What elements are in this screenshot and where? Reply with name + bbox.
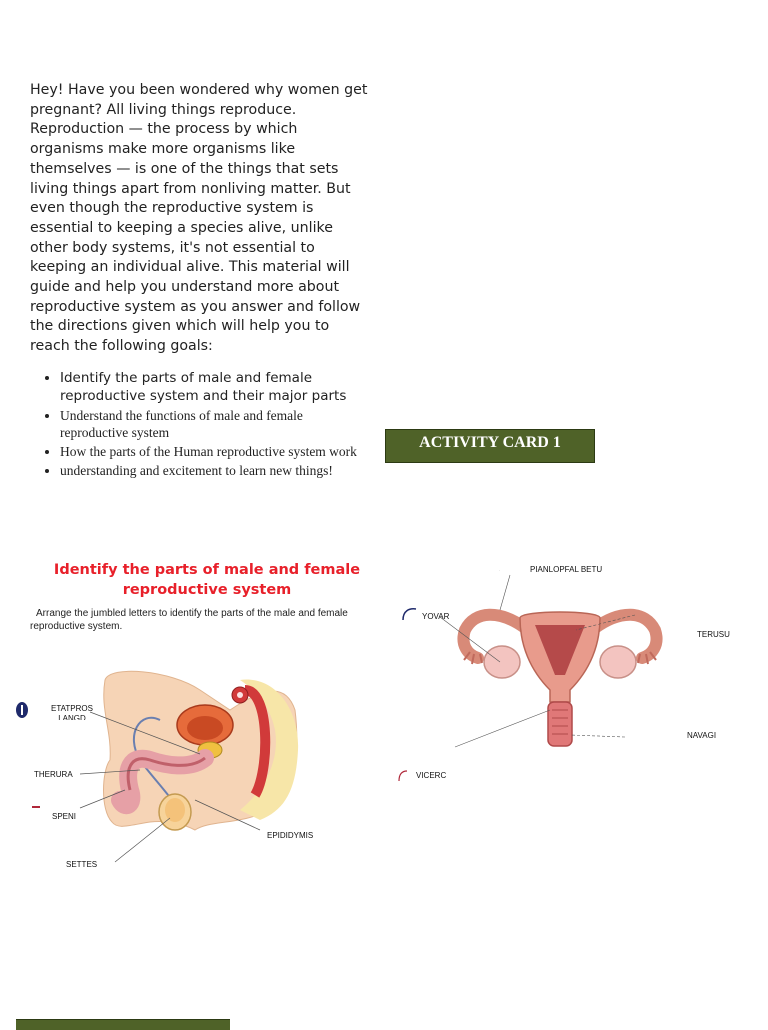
label-vagina: NAVAGI (687, 731, 717, 740)
label-prostate-text: ETATPROS LANGD (51, 704, 93, 720)
label-urethra: THERURA (34, 770, 73, 779)
goal-item: • understanding and excitement to learn new things! (60, 462, 360, 479)
arc-marker-icon (401, 607, 419, 621)
goals-list (44, 370, 360, 500)
label-ovary: YOVAR (422, 612, 450, 621)
female-reproductive-diagram (440, 590, 680, 760)
crescent-marker-icon (730, 729, 740, 743)
label-fallopian-tube: PIANLOPFAL BETU (530, 565, 603, 574)
female-pointer-lines (380, 570, 720, 770)
activity-card-banner (385, 429, 595, 463)
intro-paragraph: Hey! Have you been wondered why women get pregnant? All living things reproduce. Reproduction — the process by which organisms make more organisms like themselves — is one of the things that sets living things apart from nonliving matter. But even though the reproductive system is essential to keeping a species alive, unlike other body systems, it's not essential to keeping an individual alive. This material will guide and help you understand more about reproductive system as you answer and follow the directions given which will help you to reach the following goals: (30, 82, 368, 355)
label-penis: SPENI (52, 812, 77, 821)
dash-marker-icon (32, 806, 42, 812)
instructions-text: Arrange the jumbled letters to identify the parts of the male and female reproductive system. (30, 608, 348, 632)
section-title: Identify the parts of male and female reproductive system (53, 562, 361, 598)
label-cervix: VICERC (416, 771, 447, 780)
crescent-marker-icon (251, 834, 265, 850)
crescent-marker-icon (44, 856, 58, 872)
goal-item: • Identify the parts of male and female reproductive system and their major parts (60, 370, 360, 405)
crescent-marker-icon (15, 763, 29, 783)
goal-item: • Understand the functions of male and female reproductive system (60, 407, 360, 441)
next-card-banner (16, 1019, 230, 1030)
label-epididymis: EPIDIDYMIS (267, 831, 314, 840)
marker-one-icon (15, 700, 29, 720)
instructions (30, 607, 370, 633)
label-prostate (48, 704, 96, 720)
intro-text (30, 81, 370, 357)
arc-marker-icon (397, 769, 411, 783)
label-testes: SETTES (66, 860, 98, 869)
activity-card-label: ACTIVITY CARD 1 (419, 434, 561, 451)
crescent-marker-icon (611, 562, 623, 578)
label-uterus: TERUSU (697, 630, 730, 639)
goal-item: • How the parts of the Human reproductive system work (60, 443, 360, 460)
